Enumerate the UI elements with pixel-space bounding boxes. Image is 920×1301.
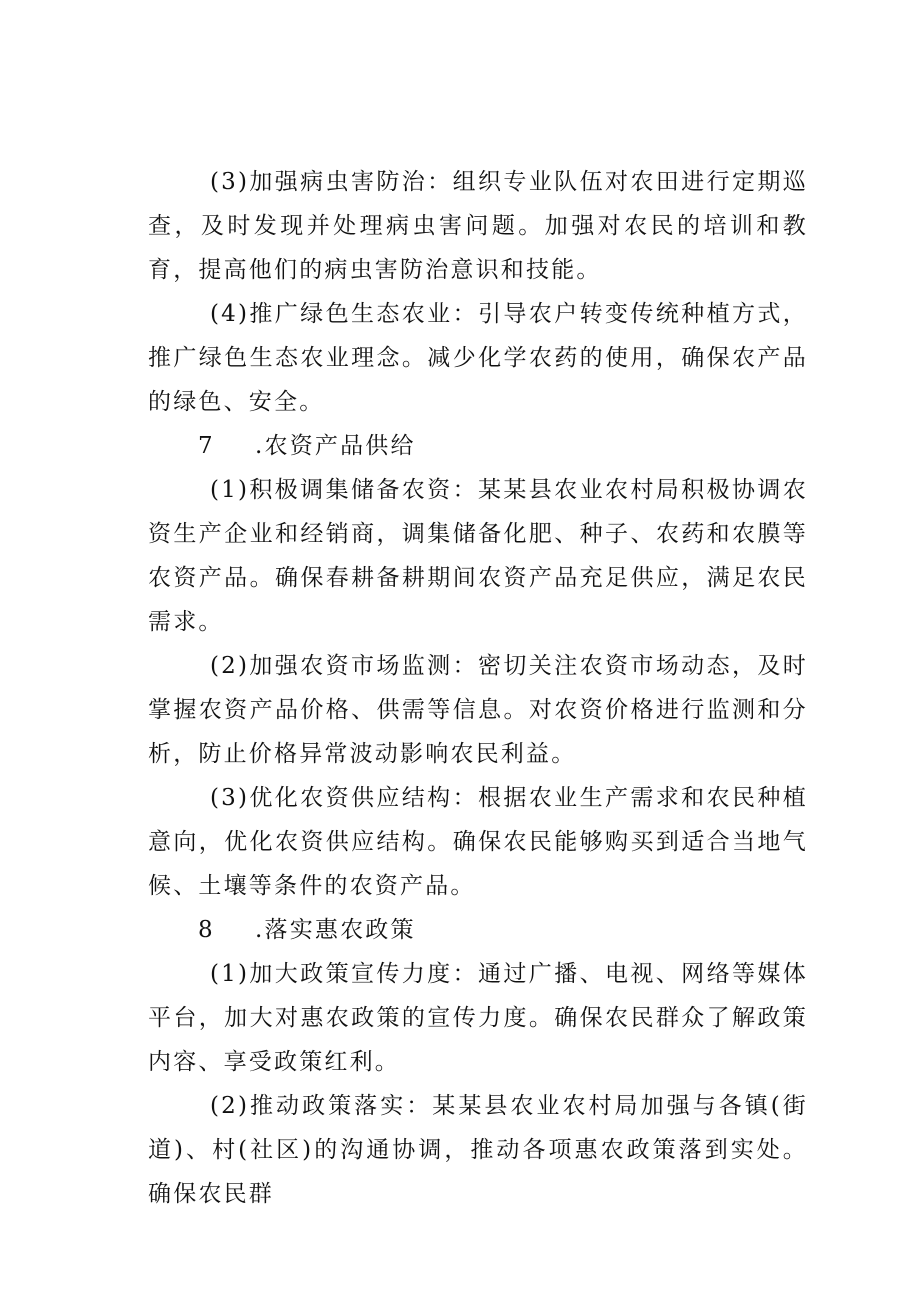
section-heading-7 (148, 424, 808, 468)
section-heading-8 (148, 908, 808, 952)
paragraph-green-agriculture: (4)推广绿色生态农业：引导农户转变传统种植方式，推广绿色生态农业理念。减少化学农药的使用，确保农产品的绿色、安全。 (148, 301, 808, 415)
paragraph-market-monitoring: (2)加强农资市场监测：密切关注农资市场动态，及时掌握农资产品价格、供需等信息。对农资价格进行监测和分析，防止价格异常波动影响农民利益。 (148, 653, 808, 767)
section-number: 8 (198, 917, 215, 943)
section-number: 7 (198, 433, 215, 459)
paragraph-supply-structure: (3)优化农资供应结构：根据农业生产需求和农民种植意向，优化农资供应结构。确保农民能够购买到适合当地气候、土壤等条件的农资产品。 (148, 785, 808, 899)
paragraph-policy-publicity: (1)加大政策宣传力度：通过广播、电视、网络等媒体平台，加大对惠农政策的宣传力度。确保农民群众了解政策内容、享受政策红利。 (148, 961, 808, 1075)
paragraph-policy-implementation: (2)推动政策落实：某某县农业农村局加强与各镇(街道)、村(社区)的沟通协调，推动各项惠农政策落到实处。确保农民群 (148, 1093, 808, 1207)
document-body (148, 160, 808, 1216)
paragraph-supply-reserve: (1)积极调集储备农资：某某县农业农村局积极协调农资生产企业和经销商，调集储备化肥、种子、农药和农膜等农资产品。确保春耕备耕期间农资产品充足供应，满足农民需求。 (148, 477, 808, 635)
section-title: .农资产品供给 (255, 433, 416, 459)
paragraph-pest-control: (3)加强病虫害防治：组织专业队伍对农田进行定期巡查，及时发现并处理病虫害问题。加强对农民的培训和教育，提高他们的病虫害防治意识和技能。 (148, 169, 808, 283)
section-title: .落实惠农政策 (255, 917, 416, 943)
